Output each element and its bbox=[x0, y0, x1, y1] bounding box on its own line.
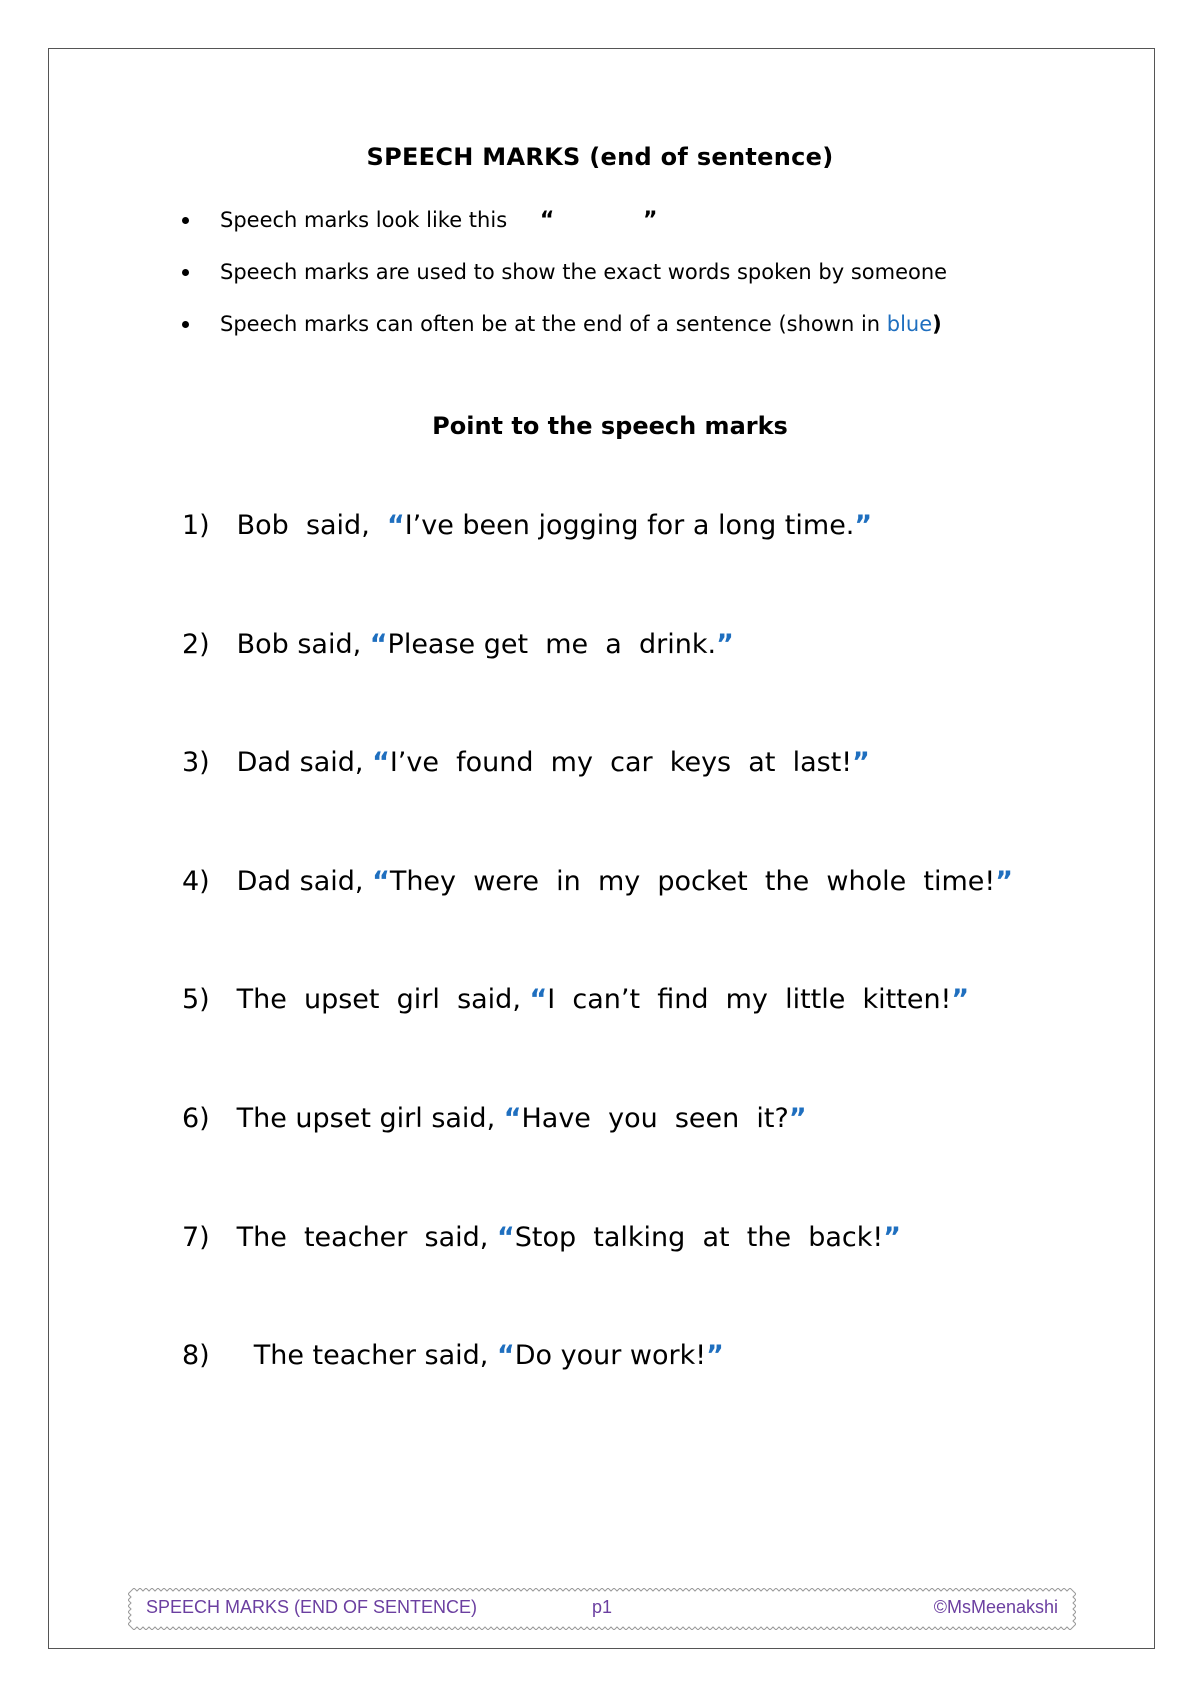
sentence-list bbox=[182, 506, 1013, 1455]
open-quote: “ bbox=[386, 510, 405, 541]
open-quote: “ bbox=[496, 1221, 515, 1253]
sentence-lead: Dad said, bbox=[236, 747, 373, 779]
bullet-item bbox=[178, 309, 947, 361]
sentence-item bbox=[182, 506, 1013, 625]
bullet-item bbox=[178, 205, 947, 257]
sentence-speech: I’ve found my car keys at last! bbox=[389, 747, 853, 779]
sentence-lead: The upset girl said, bbox=[236, 984, 530, 1016]
bullet-text: Speech marks can often be at the end of a sentence (shown in bbox=[220, 312, 887, 336]
bullet-dot-icon bbox=[182, 321, 189, 328]
bullet-dot-icon bbox=[182, 269, 189, 276]
open-quote: “ bbox=[496, 1340, 515, 1372]
close-speech-mark: ” bbox=[642, 208, 658, 233]
worksheet-title: SPEECH MARKS (end of sentence) bbox=[366, 143, 834, 171]
page-footer bbox=[128, 1588, 1076, 1630]
sentence-item bbox=[182, 980, 1013, 1099]
sentence-speech: Do your work! bbox=[514, 1340, 707, 1372]
open-quote: “ bbox=[369, 628, 388, 660]
open-quote: “ bbox=[529, 984, 548, 1016]
sentence-speech: Have you seen it? bbox=[521, 1102, 789, 1134]
sentence-number: 1) bbox=[182, 510, 210, 541]
close-quote: ” bbox=[852, 747, 870, 779]
sentence-number: 8) bbox=[182, 1340, 210, 1372]
sentence-item bbox=[182, 862, 1013, 981]
open-quote: “ bbox=[372, 865, 390, 897]
close-quote: ” bbox=[854, 510, 873, 541]
sentence-lead: The upset girl said, bbox=[236, 1102, 504, 1134]
close-quote: ” bbox=[883, 1221, 901, 1253]
sentence-item bbox=[182, 1218, 1013, 1337]
sentence-speech: I can’t find my little kitten! bbox=[547, 984, 952, 1016]
close-quote: ” bbox=[951, 984, 970, 1016]
sentence-lead: The teacher said, bbox=[236, 1221, 497, 1253]
footer-title: SPEECH MARKS (END OF SENTENCE) bbox=[146, 1597, 478, 1617]
sentence-speech: Stop talking at the back! bbox=[514, 1221, 884, 1253]
sentence-speech: Please get me a drink. bbox=[387, 628, 717, 660]
bullet-text-end: ) bbox=[932, 312, 942, 336]
close-quote: ” bbox=[788, 1102, 807, 1134]
sentence-number: 6) bbox=[182, 1102, 210, 1134]
close-quote: ” bbox=[706, 1340, 724, 1372]
blue-highlight-word: blue bbox=[886, 312, 933, 336]
sentence-lead: Dad said, bbox=[236, 865, 373, 897]
footer-page-number: p1 bbox=[592, 1597, 613, 1617]
sentence-item bbox=[182, 1336, 1013, 1455]
open-speech-mark: “ bbox=[539, 208, 555, 233]
sentence-lead: The teacher said, bbox=[236, 1340, 497, 1372]
section-heading: Point to the speech marks bbox=[432, 412, 788, 440]
sentence-number: 5) bbox=[182, 984, 210, 1016]
bullet-item bbox=[178, 257, 947, 309]
bullet-text: Speech marks look like this bbox=[220, 208, 508, 232]
sentence-number: 2) bbox=[182, 628, 210, 660]
bullet-text: Speech marks are used to show the exact words spoken by someone bbox=[220, 260, 948, 284]
sentence-number: 4) bbox=[182, 865, 210, 897]
open-quote: “ bbox=[372, 747, 390, 779]
footer-copyright: ©MsMeenakshi bbox=[933, 1597, 1058, 1617]
sentence-item bbox=[182, 1099, 1013, 1218]
close-quote: ” bbox=[716, 628, 734, 660]
sentence-lead: Bob said, bbox=[236, 628, 370, 660]
sentence-item bbox=[182, 743, 1013, 862]
sentence-lead: Bob said, bbox=[236, 510, 387, 541]
sentence-speech: They were in my pocket the whole time! bbox=[389, 865, 996, 897]
open-quote: “ bbox=[503, 1102, 522, 1134]
close-quote: ” bbox=[995, 865, 1013, 897]
sentence-number: 7) bbox=[182, 1221, 210, 1253]
bullet-dot-icon bbox=[182, 217, 189, 224]
sentence-item bbox=[182, 625, 1013, 744]
sentence-speech: I’ve been jogging for a long time. bbox=[404, 510, 855, 541]
bullet-list bbox=[178, 205, 947, 361]
sentence-number: 3) bbox=[182, 747, 210, 779]
